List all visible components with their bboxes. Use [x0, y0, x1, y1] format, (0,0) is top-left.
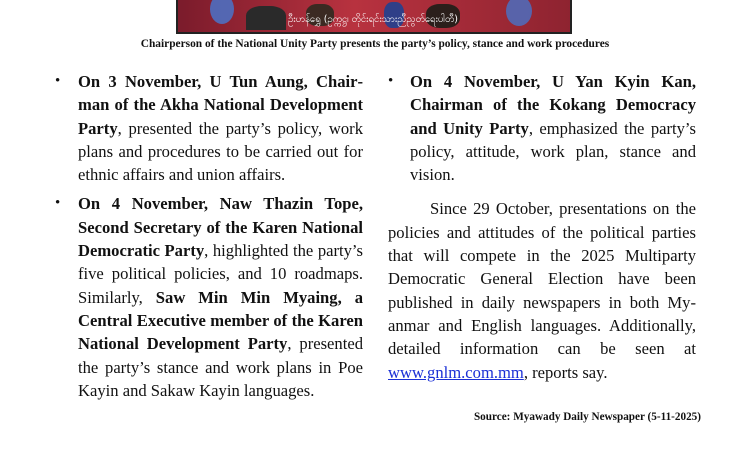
item-lead: On 4 November, U Yan Kyin Kan, Chairman of the Kokang Democracy and Unity Party	[410, 72, 696, 138]
bullet-icon: •	[55, 195, 61, 212]
item-text: , emphasized the party’s policy, attitude, work plan, stance and vision.	[410, 118, 696, 185]
right-column	[388, 70, 696, 384]
item-text: , presented the party’s stance and work plans in Poe Kayin and Sakaw Kayin languages.	[78, 334, 363, 400]
website-link[interactable]: www.gnlm.com.mm	[388, 362, 524, 382]
left-column	[55, 70, 363, 408]
list-item	[388, 70, 696, 186]
photo-frame	[176, 0, 572, 34]
body-paragraph	[388, 197, 696, 383]
item-text: , highlighted the party’s five political policies, and 10 roadmaps. Similarly,	[78, 241, 363, 307]
source-credit: Source: Myawady Daily Newspaper (5-11-2025)	[473, 411, 701, 423]
list-item	[55, 192, 363, 402]
item-lead-secondary: Saw Min Min Myaing, a Central Executive member of the Karen National Development Party	[78, 287, 363, 354]
photo-caption: Chairperson of the National Unity Party presents the party’s policy, stance and work procedures	[140, 38, 610, 50]
bullet-icon: •	[55, 73, 61, 89]
item-lead: On 4 November, Naw Thazin Tope, Second Secretary of the Karen National Democratic Party	[78, 194, 363, 261]
photo-overlay-text: ဦးဟန်ရွှေ (ဥက္ကဋ္ဌ၊ တိုင်းရင်းသားညီညွတ်ရေးပါတီ)	[288, 14, 458, 25]
bullet-icon: •	[388, 73, 394, 89]
paragraph-text: Since 29 October, presentations on the policies and attitudes of the political parties that will compete in the 2025 Multiparty Democratic General Election have been published in daily newspapers in both Myanmar and English languages. Additionally, detailed information can be seen at	[388, 199, 696, 359]
paragraph-tail: , reports say.	[523, 362, 608, 382]
item-text: , presented the party’s policy, work plans and procedures to be carried out for ethnic affairs and union affairs.	[78, 118, 363, 185]
list-item	[55, 70, 363, 186]
item-lead: On 3 November, U Tun Aung, Chairman of the Akha National Development Party	[78, 72, 363, 138]
